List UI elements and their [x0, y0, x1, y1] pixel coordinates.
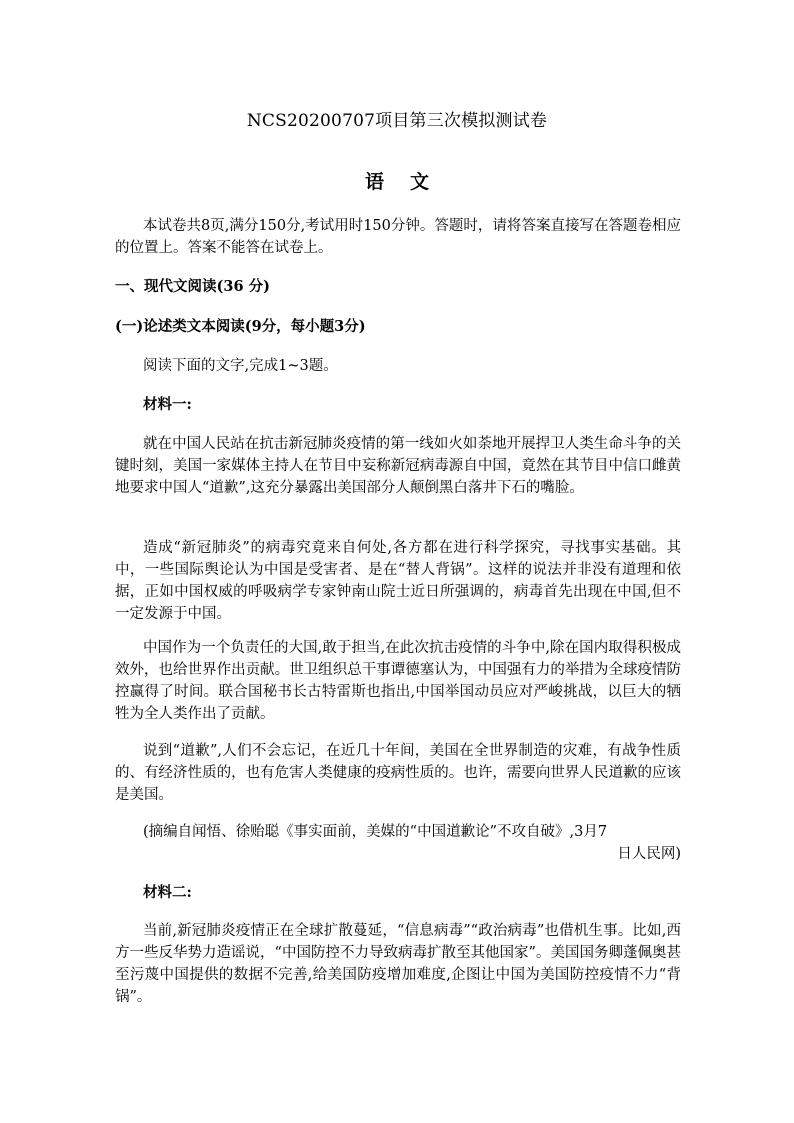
- material1-source: [115, 821, 681, 865]
- material1-source-line: 日人民网): [617, 846, 681, 862]
- subject-heading: 语文: [364, 171, 455, 193]
- material1-paragraph: 说到“道歉”,人们不会忘记，在近几十年间，美国在全世界制造的灾难，有战争性质的、有经济性质的，也有危害人类健康的疫病性质的。也许，需要向世界人民道歉的应该是美国。: [115, 743, 681, 803]
- exam-title: NCS20200707项目第三次模拟测试卷: [246, 111, 548, 131]
- instruction-text: 阅读下面的文字,完成1~3题。: [143, 358, 338, 374]
- material1-paragraph: 中国作为一个负责任的大国,敢于担当,在此次抗击疫情的斗争中,除在国内取得积极成效外，也给世界作出贡献。世卫组织总干事谭德塞认为，中国强有力的举措为全球疫情防控赢得了时间。联合国秘书长古特雷斯也指出,中国举国动员应对严峻挑战，以巨大的牺牲为全人类作出了贡献。: [115, 640, 681, 722]
- material1-source-line: (摘编自闻悟、徐贻聪《事实面前，美媒的“中国道歉论”不攻自破》,3月7: [143, 824, 608, 840]
- intro-paragraph: 本试卷共8页,满分150分,考试用时150分钟。答题时，请将答案直接写在答题卷相应的位置上。答案不能答在试卷上。: [115, 218, 681, 256]
- material1-paragraph: 就在中国人民站在抗击新冠肺炎疫情的第一线如火如荼地开展捍卫人类生命斗争的关键时刻，美国一家媒体主持人在节目中妄称新冠病毒源自中国，竟然在其节目中信口雌黄地要求中国人“道歉”,这充分暴露出美国部分人颠倒黑白落井下石的嘴脸。: [115, 436, 681, 496]
- section-heading-modern-reading: 一、现代文阅读(36 分): [115, 278, 270, 295]
- material1-label: 材料一:: [143, 396, 192, 413]
- material1-paragraph: 造成“新冠肺炎”的病毒究竟来自何处,各方都在进行科学探究，寻找事实基础。其中，一些国际舆论认为中国是受害者、是在“替人背锅”。这样的说法并非没有道理和依据，正如中国权威的呼吸病学专家钟南山院士近日所强调的，病毒首先出现在中国,但不一定发源于中国。: [115, 540, 681, 622]
- subsection-heading-argumentative: (一)论述类文本阅读(9分，每小题3分): [115, 318, 366, 335]
- material2-paragraph: 当前,新冠肺炎疫情正在全球扩散蔓延，“信息病毒”“政治病毒”也借机生事。比如,西方一些反华势力造谣说，“中国防控不力导致病毒扩散至其他国家”。美国国务卿蓬佩奥甚至污蔑中国提供的数据不完善,给美国防疫增加难度,企图让中国为美国防控疫情不力“背锅”。: [115, 923, 681, 1005]
- material2-label: 材料二:: [143, 884, 192, 901]
